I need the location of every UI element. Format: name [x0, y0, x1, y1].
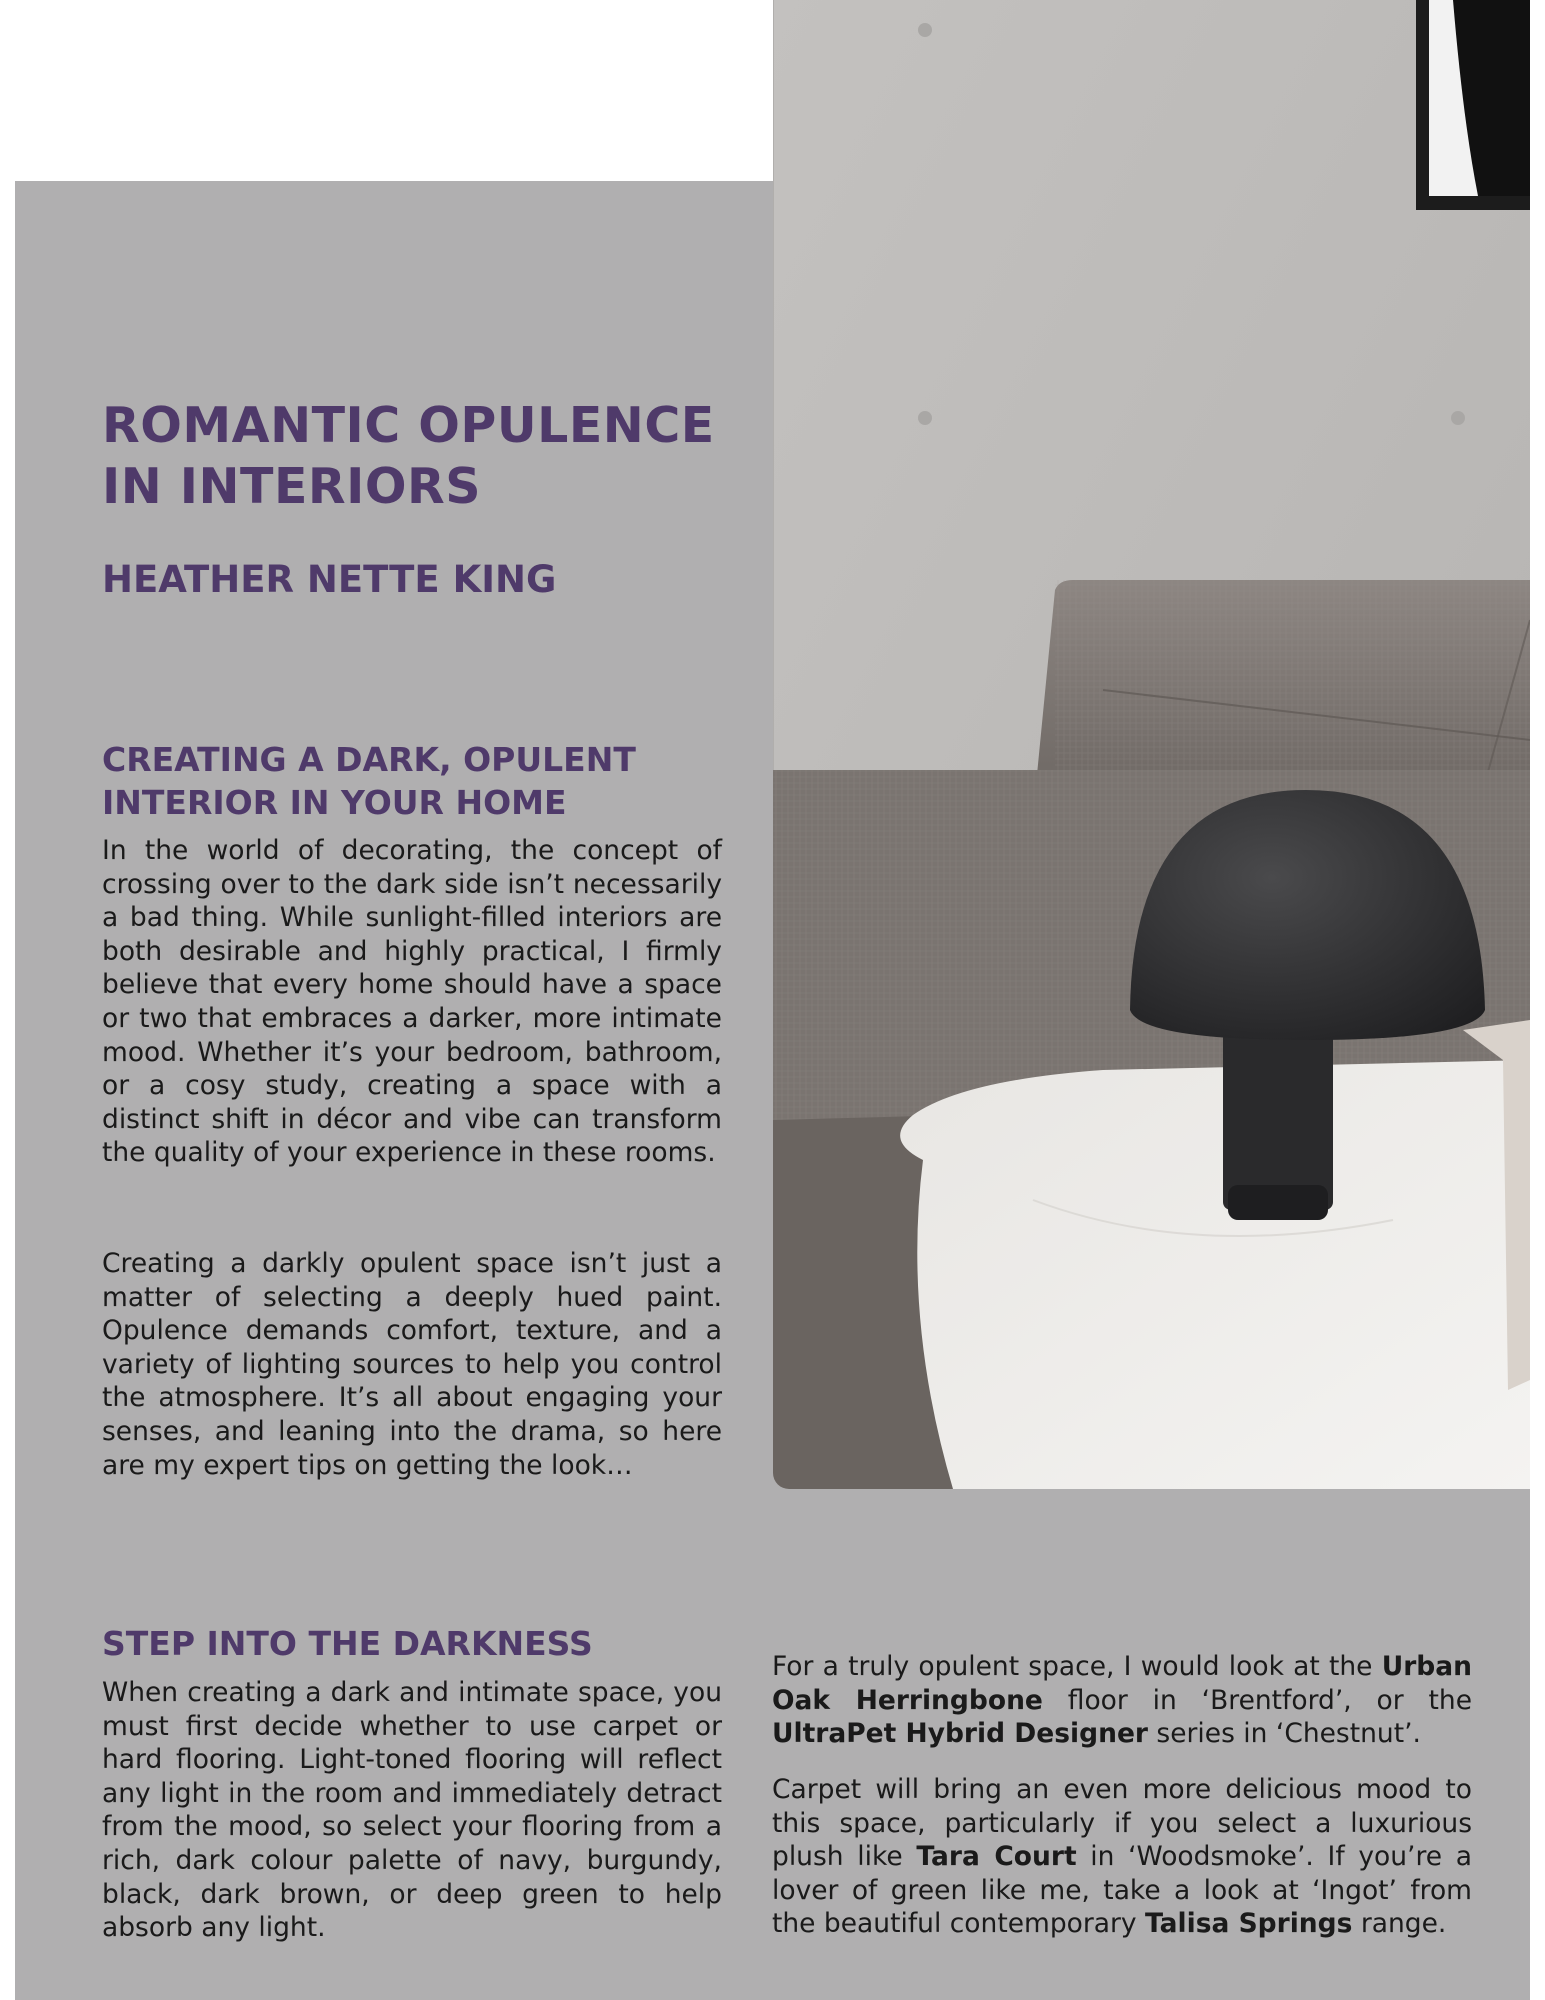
title-line-1: ROMANTIC OPULENCE	[102, 397, 715, 454]
flooring-paragraph: When creating a dark and intimate space, you must first decide whether to use carpet or hard flooring. Light-toned flooring will reflect any light in the room and immediately detract from the mood, so select your flooring from a rich, dark colour palette of navy, burgundy, black, dark brown, or deep green to help absorb any light.	[102, 1677, 722, 1944]
text-run: For a truly opulent space, I would look at the	[772, 1651, 1382, 1682]
carpet-paragraph	[772, 1773, 1472, 1941]
product-name: Talisa Springs	[1145, 1908, 1353, 1940]
text-run: Carpet will bring an even more delicious mood to this space, particularly if you select a luxurious plush like	[772, 1774, 1472, 1873]
interior-photo	[773, 0, 1530, 1489]
product-name: Tara Court	[916, 1841, 1077, 1873]
article-title	[102, 395, 762, 517]
author-name: HEATHER NETTE KING	[102, 558, 557, 601]
opulence-paragraph: Creating a darkly opulent space isn’t just a matter of selecting a deeply hued paint. Opulence demands comfort, texture, and a variety of lighting sources to help you control the atmosphere. It’s all about engaging your senses, and leaning into the drama, so here are my expert tips on getting the look…	[102, 1248, 722, 1481]
text-run: in ‘Woodsmoke’. If you’re a lover of green like me, take a look at ‘Ingot’ from the beautiful contemporary	[772, 1841, 1472, 1940]
hard-flooring-paragraph	[772, 1650, 1472, 1751]
product-name: UltraPet Hybrid Designer	[772, 1718, 1148, 1750]
title-line-2: IN INTERIORS	[102, 458, 482, 515]
text-run: floor in ‘Brentford’, or the	[1042, 1684, 1473, 1716]
product-name: Urban Oak Herringbone	[772, 1651, 1472, 1716]
intro-paragraph: In the world of decorating, the concept of crossing over to the dark side isn’t necessarily a bad thing. While sunlight-filled interiors are both desirable and highly practical, I firmly believe that every home should have a space or two that embraces a darker, more intimate mood. Whether it’s your bedroom, bathroom, or a cosy study, creating a space with a distinct shift in décor and vibe can transform the quality of your experience in these rooms.	[102, 835, 722, 1169]
text-run: range.	[1352, 1908, 1447, 1940]
heading-line-1: CREATING A DARK, OPULENT	[102, 740, 636, 779]
heading-line-2: INTERIOR IN YOUR HOME	[102, 783, 567, 822]
text-run: series in ‘Chestnut’.	[1147, 1718, 1421, 1750]
section-heading-step-into-darkness: STEP INTO THE DARKNESS	[102, 1624, 593, 1663]
section-heading-dark-interior	[102, 738, 742, 824]
